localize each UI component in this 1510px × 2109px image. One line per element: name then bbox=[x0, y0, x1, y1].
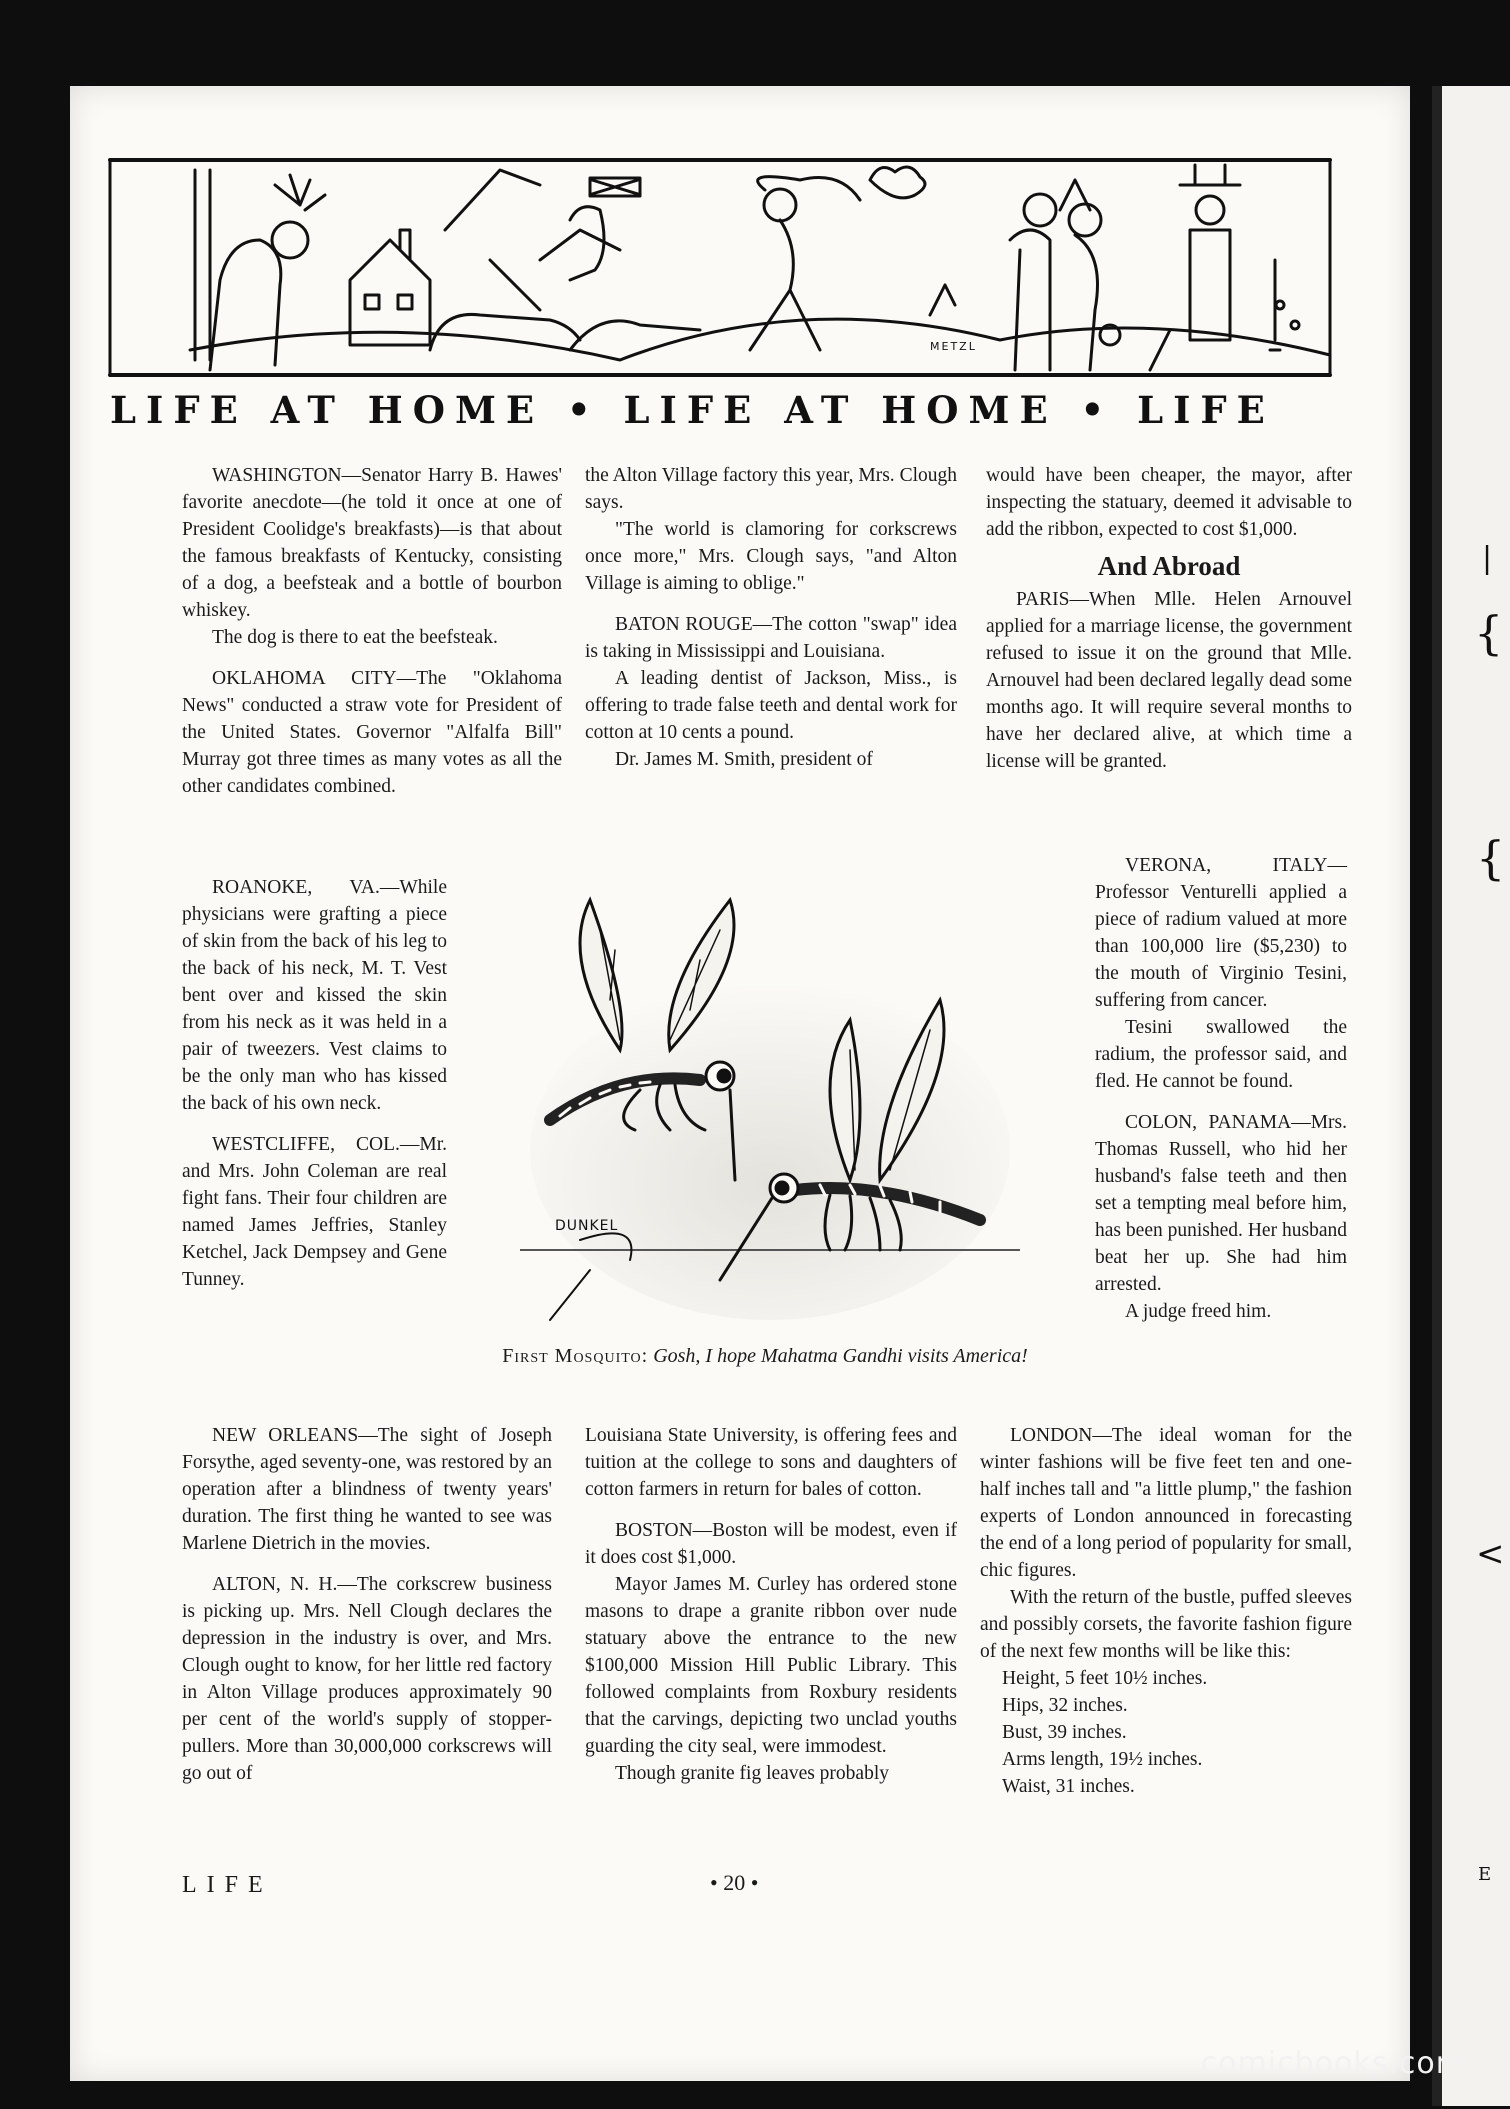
measurement-height: Height, 5 feet 10½ inches. bbox=[1002, 1668, 1208, 1689]
item-washington-punchline: The dog is there to eat the beefsteak. bbox=[212, 627, 498, 648]
illustration-caption bbox=[495, 1343, 1035, 1369]
page-number: • 20 • bbox=[710, 1870, 759, 1895]
item-oklahoma-city: OKLAHOMA CITY—The "Oklahoma News" conducted a straw vote for President of the United States. Governor "Alfalfa Bill" Murray got three times as many votes as all the other candidates combined. bbox=[182, 668, 562, 797]
item-dr-smith: Dr. James M. Smith, president of bbox=[615, 749, 873, 770]
bottom-column-3 bbox=[980, 1422, 1352, 1800]
next-page-edge: | { { < E bbox=[1432, 86, 1510, 2106]
item-boston: BOSTON—Boston will be modest, even if it does cost $1,000. bbox=[585, 1520, 957, 1568]
item-boston-continued: would have been cheaper, the mayor, after inspecting the statuary, deemed it advisable to add the ribbon, expected to cost $1,000. bbox=[986, 465, 1352, 540]
subhead-and-abroad: And Abroad bbox=[1097, 551, 1241, 581]
item-dentist: A leading dentist of Jackson, Miss., is offering to trade false teeth and dental work for cotton at 10 cents a pound. bbox=[585, 668, 957, 743]
item-alton-continued: the Alton Village factory this year, Mrs. Clough says. bbox=[585, 465, 957, 513]
item-fig-leaves: Though granite fig leaves probably bbox=[615, 1763, 889, 1784]
bottom-column-1 bbox=[182, 1422, 552, 1787]
bottom-column-2 bbox=[585, 1422, 957, 1787]
banner-signature: METZL bbox=[930, 340, 977, 353]
measurement-waist: Waist, 31 inches. bbox=[1002, 1776, 1135, 1797]
item-london: LONDON—The ideal woman for the winter fashions will be five feet ten and one-half inches tall and "a little plump," the fashion experts of London announced in forecasting the end of a long period of popularity for small, chic figures. bbox=[980, 1425, 1352, 1581]
column-2 bbox=[585, 462, 957, 773]
watermark: comicbooks.com bbox=[1200, 2046, 1466, 2081]
item-lsu: Louisiana State University, is offering fees and tuition at the college to sons and daughters of cotton farmers in return for bales of cotton. bbox=[585, 1425, 957, 1500]
item-paris: PARIS—When Mlle. Helen Arnouvel applied for a marriage license, the government refused to issue it on the ground that Mlle. Arnouvel had been declared legally dead some months ago. It will require several months to have her declared alive, at which time a license will be granted. bbox=[986, 589, 1352, 772]
measurement-arms: Arms length, 19½ inches. bbox=[1002, 1749, 1203, 1770]
column-3 bbox=[986, 462, 1352, 775]
caption-text: Gosh, I hope Mahatma Gandhi visits America! bbox=[653, 1345, 1028, 1367]
item-roanoke: ROANOKE, VA.—While physicians were grafting a piece of skin from the back of his leg to the back of his neck, M. T. Vest bent over and kissed the skin from his neck as it was held in a pair of tweezers. Vest claims to be the only man who has kissed the back of his own neck. bbox=[182, 877, 447, 1114]
footer-magazine-name: LIFE bbox=[182, 1872, 273, 1898]
item-westcliffe: WESTCLIFFE, COL.—Mr. and Mrs. John Coleman are real fight fans. Their four children are named James Jeffries, Stanley Ketchel, Jack Dempsey and Gene Tunney. bbox=[182, 1134, 447, 1290]
banner-illustration bbox=[100, 110, 1340, 380]
item-baton-rouge: BATON ROUGE—The cotton "swap" idea is taking in Mississippi and Louisiana. bbox=[585, 614, 957, 662]
item-new-orleans: NEW ORLEANS—The sight of Joseph Forsythe, aged seventy-one, was restored by an operation after a blindness of twenty years' duration. The first thing he wanted to see was Marlene Dietrich in the movies. bbox=[182, 1425, 552, 1554]
column-3-narrow bbox=[1095, 852, 1347, 1325]
item-judge: A judge freed him. bbox=[1125, 1301, 1272, 1322]
item-alton: ALTON, N. H.—The corkscrew business is picking up. Mrs. Nell Clough declares the depression in the industry is over, and Mrs. Clough ought to know, for her little red factory in Alton Village produces approximately 90 per cent of the world's supply of stopper-pullers. More than 30,000,000 corkscrews will go out of bbox=[182, 1574, 552, 1784]
item-bustle: With the return of the bustle, puffed sleeves and possibly corsets, the favorite fashion figure of the next few months will be like this: bbox=[980, 1587, 1352, 1662]
item-tesini: Tesini swallowed the radium, the professor said, and fled. He cannot be found. bbox=[1095, 1017, 1347, 1092]
item-curley: Mayor James M. Curley has ordered stone masons to drape a granite ribbon over nude statuary above the entrance to the new $100,000 Mission Hill Public Library. This followed complaints from Roxbury residents that the carvings, depicting two unclad youths guarding the city seal, were immodest. bbox=[585, 1574, 957, 1757]
item-washington: WASHINGTON—Senator Harry B. Hawes' favorite anecdote—(he told it once at one of President Coolidge's breakfasts)—is that about the famous breakfasts of Kentucky, consisting of a dog, a beefsteak and a bottle of bourbon whiskey. bbox=[182, 465, 562, 621]
measurement-bust: Bust, 39 inches. bbox=[1002, 1722, 1127, 1743]
measurement-hips: Hips, 32 inches. bbox=[1002, 1695, 1128, 1716]
illustration-signature: DUNKEL bbox=[555, 1218, 619, 1234]
section-heading: LIFE AT HOME • LIFE AT HOME • LIFE bbox=[110, 388, 1275, 432]
measurements-list bbox=[980, 1665, 1352, 1800]
item-alton-quote: "The world is clamoring for corkscrews once more," Mrs. Clough says, "and Alton Village is aiming to oblige." bbox=[585, 519, 957, 594]
item-verona: VERONA, ITALY—Professor Venturelli applied a piece of radium valued at more than 100,000 lire ($5,230) to the mouth of Virginio Tesini, suffering from cancer. bbox=[1095, 855, 1347, 1011]
column-1 bbox=[182, 462, 562, 800]
mosquito-illustration bbox=[520, 880, 1020, 1330]
column-1-narrow bbox=[182, 874, 447, 1293]
caption-lead: First Mosquito: bbox=[502, 1345, 649, 1367]
item-colon-panama: COLON, PANAMA—Mrs. Thomas Russell, who hid her husband's false teeth and then set a tempting meal before him, has been punished. Her husband beat her up. She had him arrested. bbox=[1095, 1112, 1347, 1295]
edge-letter: E bbox=[1478, 1864, 1492, 1885]
